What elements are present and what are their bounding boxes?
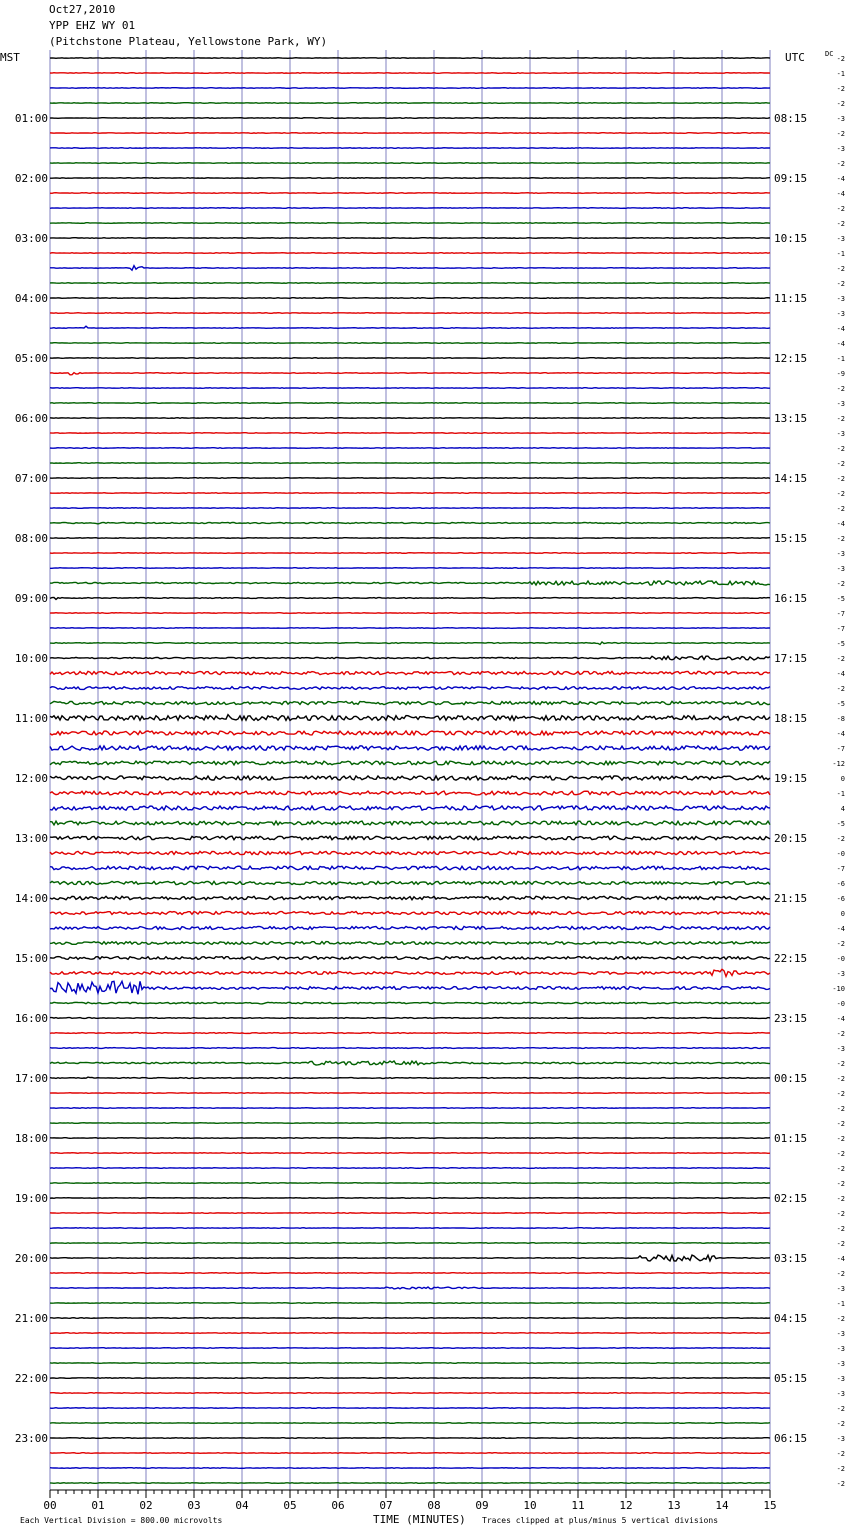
mst-hour-label: 07:00 xyxy=(14,472,48,485)
seismic-trace xyxy=(50,969,770,976)
dc-offset-label: -1 xyxy=(836,790,845,798)
dc-offset-label: -2 xyxy=(836,385,845,393)
seismic-trace xyxy=(50,313,770,314)
dc-offset-label: -2 xyxy=(836,685,845,693)
seismic-trace xyxy=(50,463,770,464)
seismic-trace xyxy=(50,1423,770,1424)
seismic-trace xyxy=(50,1002,770,1004)
x-tick-label: 13 xyxy=(667,1499,681,1512)
dc-offset-label: -2 xyxy=(836,580,845,588)
dc-offset-label: -2 xyxy=(836,475,845,483)
mst-hour-label: 09:00 xyxy=(14,592,48,605)
axis-labels xyxy=(15,55,845,1512)
dc-offset-label: -2 xyxy=(836,85,845,93)
mst-axis-label: MST xyxy=(0,51,20,64)
dc-offset-label: -2 xyxy=(836,1270,845,1278)
dc-offset-label: -2 xyxy=(836,1315,845,1323)
dc-offset-label: -2 xyxy=(836,280,845,288)
seismic-traces xyxy=(50,58,770,1484)
seismic-trace xyxy=(50,1438,770,1439)
dc-offset-label: 0 xyxy=(840,775,845,783)
x-tick-label: 02 xyxy=(139,1499,153,1512)
utc-hour-label: 23:15 xyxy=(774,1012,808,1025)
seismic-trace xyxy=(50,851,770,854)
seismic-trace xyxy=(50,73,770,74)
dc-offset-label: -2 xyxy=(836,1210,845,1218)
dc-offset-label: -3 xyxy=(836,430,845,438)
dc-offset-label: -2 xyxy=(836,1405,845,1413)
dc-offset-label: -4 xyxy=(836,1015,845,1023)
seismic-trace xyxy=(50,178,770,179)
dc-offset-label: -7 xyxy=(836,865,845,873)
x-tick-label: 07 xyxy=(379,1499,393,1512)
dc-offset-label: -2 xyxy=(836,1465,845,1473)
seismic-trace xyxy=(50,628,770,629)
dc-offset-label: -1 xyxy=(836,355,845,363)
dc-offset-label: -2 xyxy=(836,1150,845,1158)
seismic-trace xyxy=(50,912,770,915)
dc-offset-label: -4 xyxy=(836,670,845,678)
seismic-trace xyxy=(50,1255,770,1261)
dc-offset-label: -2 xyxy=(836,1420,845,1428)
mst-hour-label: 02:00 xyxy=(14,172,48,185)
dc-offset-label: -2 xyxy=(836,1060,845,1068)
seismic-trace xyxy=(50,701,770,704)
mst-hour-label: 03:00 xyxy=(14,232,48,245)
seismic-trace xyxy=(50,671,770,674)
dc-offset-label: -3 xyxy=(836,550,845,558)
utc-hour-label: 08:15 xyxy=(774,112,808,125)
seismic-trace xyxy=(50,1348,770,1349)
dc-offset-label: -2 xyxy=(836,265,845,273)
seismic-trace xyxy=(50,866,770,870)
dc-offset-label: -2 xyxy=(836,940,845,948)
utc-hour-label: 02:15 xyxy=(774,1192,808,1205)
dc-offset-label: -3 xyxy=(836,1330,845,1338)
dc-offset-label: -2 xyxy=(836,505,845,513)
seismic-trace xyxy=(50,478,770,479)
dc-offset-label: -3 xyxy=(836,145,845,153)
dc-offset-label: -1 xyxy=(836,70,845,78)
mst-hour-label: 13:00 xyxy=(14,832,48,845)
dc-offset-label: -2 xyxy=(836,1075,845,1083)
mst-hour-label: 10:00 xyxy=(14,652,48,665)
seismic-trace xyxy=(50,731,770,735)
seismic-trace xyxy=(50,1183,770,1184)
dc-offset-label: -2 xyxy=(836,1030,845,1038)
seismic-trace xyxy=(50,223,770,224)
dc-offset-label: -0 xyxy=(836,850,845,858)
dc-offset-label: -2 xyxy=(836,1195,845,1203)
dc-offset-label: -2 xyxy=(836,1135,845,1143)
utc-hour-label: 14:15 xyxy=(774,472,808,485)
dc-offset-label: -2 xyxy=(836,535,845,543)
seismic-trace xyxy=(50,791,770,795)
seismic-trace xyxy=(50,896,770,899)
seismic-trace xyxy=(50,1363,770,1364)
vertical-division-note: Each Vertical Division = 800.00 microvolts xyxy=(20,1516,223,1525)
dc-offset-label: 4 xyxy=(840,805,845,813)
seismic-trace xyxy=(50,1048,770,1049)
mst-hour-label: 19:00 xyxy=(14,1192,48,1205)
seismic-trace xyxy=(50,642,770,645)
utc-hour-label: 18:15 xyxy=(774,712,808,725)
utc-hour-label: 03:15 xyxy=(774,1252,808,1265)
utc-hour-label: 19:15 xyxy=(774,772,808,785)
utc-hour-label: 05:15 xyxy=(774,1372,808,1385)
x-tick-label: 10 xyxy=(523,1499,537,1512)
dc-offset-label: -2 xyxy=(836,1105,845,1113)
seismic-trace xyxy=(50,103,770,104)
seismic-trace xyxy=(50,1287,770,1289)
dc-offset-label: -2 xyxy=(836,130,845,138)
mst-hour-label: 12:00 xyxy=(14,772,48,785)
dc-offset-label: -4 xyxy=(836,340,845,348)
dc-offset-label: -0 xyxy=(836,1000,845,1008)
dc-offset-label: -3 xyxy=(836,1435,845,1443)
dc-offset-label: -3 xyxy=(836,310,845,318)
dc-label: DC xyxy=(825,50,834,58)
seismic-trace xyxy=(50,283,770,284)
seismic-trace xyxy=(50,1153,770,1154)
utc-hour-label: 22:15 xyxy=(774,952,808,965)
dc-offset-label: -2 xyxy=(836,490,845,498)
dc-offset-label: -1 xyxy=(836,1300,845,1308)
seismic-trace xyxy=(50,448,770,449)
utc-hour-label: 00:15 xyxy=(774,1072,808,1085)
dc-offset-label: -7 xyxy=(836,610,845,618)
seismic-trace xyxy=(50,1318,770,1319)
dc-offset-label: -2 xyxy=(836,205,845,213)
dc-offset-label: 0 xyxy=(840,910,845,918)
dc-offset-label: -2 xyxy=(836,55,845,63)
utc-hour-label: 11:15 xyxy=(774,292,808,305)
seismic-trace xyxy=(50,1123,770,1124)
seismic-trace xyxy=(50,58,770,59)
seismic-trace xyxy=(50,403,770,404)
seismic-trace xyxy=(50,1093,770,1094)
dc-offset-label: -3 xyxy=(836,400,845,408)
seismic-trace xyxy=(50,538,770,539)
dc-offset-label: -6 xyxy=(836,880,845,888)
seismic-trace xyxy=(50,373,770,375)
dc-offset-label: -2 xyxy=(836,1240,845,1248)
dc-offset-label: -2 xyxy=(836,100,845,108)
x-tick-label: 08 xyxy=(427,1499,441,1512)
time-grid xyxy=(50,50,770,1490)
seismic-trace xyxy=(50,942,770,945)
seismic-trace xyxy=(50,957,770,960)
utc-hour-label: 10:15 xyxy=(774,232,808,245)
mst-hour-label: 01:00 xyxy=(14,112,48,125)
seismic-trace xyxy=(50,1483,770,1484)
seismic-trace xyxy=(50,238,770,239)
mst-hour-label: 20:00 xyxy=(14,1252,48,1265)
dc-offset-label: -2 xyxy=(836,1480,845,1488)
x-tick-label: 12 xyxy=(619,1499,633,1512)
seismic-trace xyxy=(50,1468,770,1469)
clip-note: Traces clipped at plus/minus 5 vertical divisions xyxy=(482,1516,719,1525)
dc-offset-label: -3 xyxy=(836,1390,845,1398)
dc-offset-label: -3 xyxy=(836,235,845,243)
utc-hour-label: 12:15 xyxy=(774,352,808,365)
seismic-trace xyxy=(50,746,770,750)
dc-offset-label: -6 xyxy=(836,895,845,903)
x-tick-label: 00 xyxy=(43,1499,57,1512)
seismic-trace xyxy=(50,821,770,825)
mst-hour-label: 14:00 xyxy=(14,892,48,905)
mst-hour-label: 22:00 xyxy=(14,1372,48,1385)
dc-offset-label: -2 xyxy=(836,1450,845,1458)
seismic-trace xyxy=(50,508,770,509)
seismic-trace xyxy=(50,806,770,810)
dc-offset-label: -2 xyxy=(836,835,845,843)
dc-offset-label: -2 xyxy=(836,445,845,453)
dc-offset-label: -4 xyxy=(836,175,845,183)
dc-offset-label: -7 xyxy=(836,745,845,753)
seismic-trace xyxy=(50,598,770,600)
utc-hour-label: 01:15 xyxy=(774,1132,808,1145)
seismic-trace xyxy=(50,568,770,569)
dc-offset-label: -2 xyxy=(836,160,845,168)
seismic-trace xyxy=(50,926,770,929)
seismic-trace xyxy=(50,253,770,254)
mst-hour-label: 05:00 xyxy=(14,352,48,365)
dc-offset-label: -2 xyxy=(836,460,845,468)
seismic-trace xyxy=(50,1453,770,1454)
dc-offset-label: -8 xyxy=(836,715,845,723)
seismic-trace xyxy=(50,656,770,660)
x-tick-label: 09 xyxy=(475,1499,489,1512)
seismic-trace xyxy=(50,761,770,765)
seismic-trace xyxy=(50,163,770,164)
mst-hour-label: 23:00 xyxy=(14,1432,48,1445)
seismic-trace xyxy=(50,433,770,434)
utc-hour-label: 04:15 xyxy=(774,1312,808,1325)
dc-offset-label: -2 xyxy=(836,1225,845,1233)
dc-offset-label: -2 xyxy=(836,1120,845,1128)
x-tick-label: 03 xyxy=(187,1499,201,1512)
seismic-trace xyxy=(50,1108,770,1109)
dc-offset-label: -3 xyxy=(836,1285,845,1293)
dc-offset-label: -4 xyxy=(836,1255,845,1263)
seismic-trace xyxy=(50,1061,770,1065)
x-tick-label: 01 xyxy=(91,1499,105,1512)
dc-offset-label: -3 xyxy=(836,565,845,573)
seismic-trace xyxy=(50,118,770,119)
dc-offset-label: -2 xyxy=(836,1165,845,1173)
seismic-trace xyxy=(50,493,770,494)
station-code: YPP EHZ WY 01 xyxy=(49,19,136,32)
seismic-trace xyxy=(50,715,770,721)
x-axis-title: TIME (MINUTES) xyxy=(373,1513,466,1526)
dc-offset-label: -3 xyxy=(836,1045,845,1053)
seismic-trace xyxy=(50,358,770,359)
mst-hour-label: 15:00 xyxy=(14,952,48,965)
x-tick-label: 04 xyxy=(235,1499,249,1512)
seismic-trace xyxy=(50,1198,770,1199)
seismic-trace xyxy=(50,193,770,194)
dc-offset-label: -7 xyxy=(836,625,845,633)
seismic-trace xyxy=(50,613,770,614)
dc-offset-label: -5 xyxy=(836,595,845,603)
dc-offset-label: -9 xyxy=(836,370,845,378)
seismic-trace xyxy=(50,266,770,271)
x-tick-label: 05 xyxy=(283,1499,297,1512)
utc-hour-label: 13:15 xyxy=(774,412,808,425)
dc-offset-label: -3 xyxy=(836,1360,845,1368)
dc-offset-label: -4 xyxy=(836,520,845,528)
mst-hour-label: 08:00 xyxy=(14,532,48,545)
dc-offset-label: -12 xyxy=(832,760,845,768)
x-tick-label: 11 xyxy=(571,1499,585,1512)
dc-offset-label: -2 xyxy=(836,1180,845,1188)
dc-offset-label: -1 xyxy=(836,250,845,258)
seismic-trace xyxy=(50,326,770,328)
seismic-trace xyxy=(50,133,770,134)
seismic-trace xyxy=(50,1168,770,1169)
seismic-trace xyxy=(50,881,770,884)
dc-offset-label: -4 xyxy=(836,325,845,333)
utc-hour-label: 16:15 xyxy=(774,592,808,605)
utc-hour-label: 17:15 xyxy=(774,652,808,665)
mst-hour-label: 21:00 xyxy=(14,1312,48,1325)
seismic-trace xyxy=(50,553,770,554)
x-tick-label: 15 xyxy=(763,1499,777,1512)
seismic-trace xyxy=(50,418,770,419)
dc-offset-label: -3 xyxy=(836,295,845,303)
mst-hour-label: 16:00 xyxy=(14,1012,48,1025)
seismic-trace xyxy=(50,1213,770,1214)
dc-offset-label: -5 xyxy=(836,640,845,648)
seismic-trace xyxy=(50,298,770,299)
mst-hour-label: 18:00 xyxy=(14,1132,48,1145)
seismic-trace xyxy=(50,1138,770,1139)
dc-offset-label: -10 xyxy=(832,985,845,993)
utc-hour-label: 21:15 xyxy=(774,892,808,905)
seismic-trace xyxy=(50,1077,770,1078)
mst-hour-label: 06:00 xyxy=(14,412,48,425)
utc-hour-label: 06:15 xyxy=(774,1432,808,1445)
seismic-trace xyxy=(50,1033,770,1034)
seismic-trace xyxy=(50,148,770,149)
utc-axis-label: UTC xyxy=(785,51,805,64)
dc-offset-label: -5 xyxy=(836,700,845,708)
seismic-trace xyxy=(50,776,770,780)
x-tick-label: 14 xyxy=(715,1499,729,1512)
dc-offset-label: -0 xyxy=(836,955,845,963)
seismic-trace xyxy=(50,1303,770,1304)
dc-offset-label: -4 xyxy=(836,730,845,738)
dc-offset-label: -4 xyxy=(836,190,845,198)
station-location: (Pitchstone Plateau, Yellowstone Park, WY) xyxy=(49,35,328,48)
seismic-trace xyxy=(50,1408,770,1409)
seismic-trace xyxy=(50,1228,770,1229)
mst-hour-label: 17:00 xyxy=(14,1072,48,1085)
dc-offset-label: -3 xyxy=(836,1375,845,1383)
seismic-trace xyxy=(50,1243,770,1244)
mst-hour-label: 04:00 xyxy=(14,292,48,305)
seismic-trace xyxy=(50,687,770,690)
seismic-trace xyxy=(50,1333,770,1334)
seismic-trace xyxy=(50,1378,770,1379)
dc-offset-label: -3 xyxy=(836,970,845,978)
seismic-trace xyxy=(50,343,770,344)
seismic-trace xyxy=(50,1393,770,1394)
seismic-trace xyxy=(50,836,770,840)
dc-offset-label: -3 xyxy=(836,115,845,123)
utc-hour-label: 09:15 xyxy=(774,172,808,185)
seismic-trace xyxy=(50,1018,770,1019)
mst-hour-label: 11:00 xyxy=(14,712,48,725)
seismic-trace xyxy=(50,523,770,524)
dc-offset-label: -2 xyxy=(836,655,845,663)
dc-offset-label: -2 xyxy=(836,415,845,423)
dc-offset-label: -5 xyxy=(836,820,845,828)
dc-offset-label: -2 xyxy=(836,220,845,228)
seismic-trace xyxy=(50,981,770,994)
plot-date: Oct27,2010 xyxy=(49,3,116,16)
utc-hour-label: 15:15 xyxy=(774,532,808,545)
seismic-trace xyxy=(50,581,770,585)
dc-offset-label: -2 xyxy=(836,1090,845,1098)
seismic-trace xyxy=(50,388,770,389)
seismic-trace xyxy=(50,208,770,209)
seismic-trace xyxy=(50,1273,770,1274)
seismic-trace xyxy=(50,88,770,89)
x-tick-label: 06 xyxy=(331,1499,345,1512)
dc-offset-label: -4 xyxy=(836,925,845,933)
dc-offset-label: -3 xyxy=(836,1345,845,1353)
utc-hour-label: 20:15 xyxy=(774,832,808,845)
